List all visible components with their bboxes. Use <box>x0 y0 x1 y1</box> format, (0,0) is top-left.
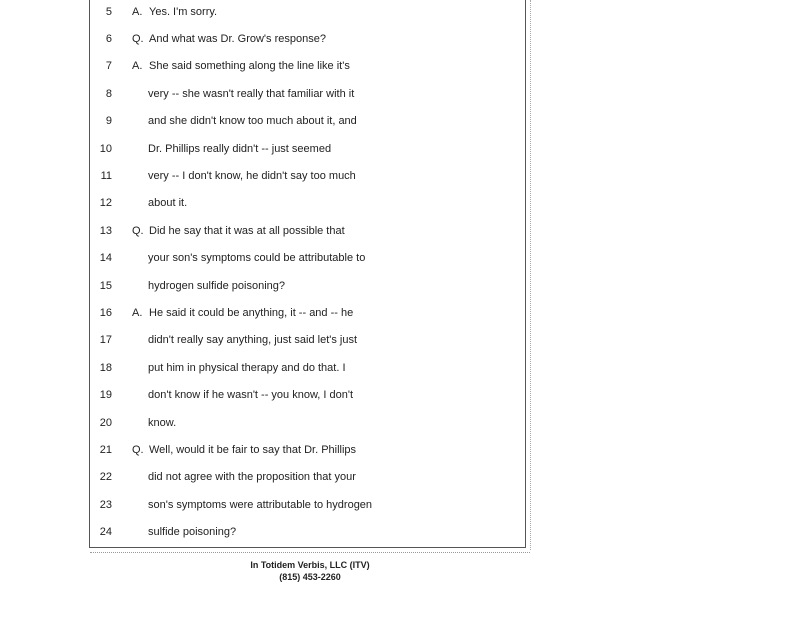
line-text: put him in physical therapy and do that. I <box>148 362 346 374</box>
line-text: know. <box>148 417 177 429</box>
line-number: 9 <box>105 115 112 127</box>
transcript-line <box>89 330 526 350</box>
footer-phone: (815) 453-2260 <box>279 572 341 582</box>
line-number: 6 <box>105 33 112 45</box>
line-number: 15 <box>99 280 112 292</box>
line-number: 20 <box>99 417 112 429</box>
line-text: did not agree with the proposition that your <box>148 471 356 483</box>
transcript-line <box>89 221 526 241</box>
line-text: He said it could be anything, it -- and -- he <box>149 307 354 319</box>
line-text: She said something along the line like it's <box>149 60 350 72</box>
page-edge-right <box>528 0 531 550</box>
transcript-line <box>89 440 526 460</box>
line-text: very -- I don't know, he didn't say too much <box>148 170 356 182</box>
line-text: didn't really say anything, just said let's just <box>148 334 358 346</box>
transcript-line <box>89 2 526 22</box>
transcript-line <box>89 467 526 487</box>
line-text: son's symptoms were attributable to hydrogen <box>148 499 373 511</box>
line-number: 21 <box>99 444 112 456</box>
line-number: 24 <box>99 526 112 538</box>
transcript-line <box>89 56 526 76</box>
footer-company: In Totidem Verbis, LLC (ITV) <box>250 560 370 570</box>
transcript-line <box>89 276 526 296</box>
line-number: 7 <box>105 60 112 72</box>
transcript-line <box>89 358 526 378</box>
line-number: 16 <box>99 307 112 319</box>
line-text: Did he say that it was at all possible that <box>149 225 345 237</box>
line-text: And what was Dr. Grow's response? <box>149 33 326 45</box>
line-text: don't know if he wasn't -- you know, I don't <box>148 389 354 401</box>
transcript-line <box>89 29 526 49</box>
transcript-line <box>89 193 526 213</box>
line-text: about it. <box>148 197 188 209</box>
transcript-line <box>89 413 526 433</box>
transcript-line <box>89 522 526 542</box>
line-number: 13 <box>99 225 112 237</box>
line-text: Well, would it be fair to say that Dr. Phillips <box>149 444 357 456</box>
line-text: hydrogen sulfide poisoning? <box>148 280 285 292</box>
line-number: 14 <box>99 252 112 264</box>
line-number: 11 <box>100 170 112 182</box>
line-text: your son's symptoms could be attributable to <box>148 252 366 264</box>
line-number: 19 <box>99 389 112 401</box>
line-number: 17 <box>99 334 112 346</box>
line-text: sulfide poisoning? <box>148 526 237 538</box>
line-number: 22 <box>99 471 112 483</box>
transcript-line <box>89 111 526 131</box>
line-number: 18 <box>99 362 112 374</box>
line-number: 5 <box>105 6 112 18</box>
line-text: and she didn't know too much about it, and <box>148 115 357 127</box>
transcript-line <box>89 303 526 323</box>
line-number: 12 <box>99 197 112 209</box>
transcript-line <box>89 139 526 159</box>
page-edge-bottom <box>90 549 530 553</box>
line-number: 10 <box>99 143 112 155</box>
transcript-line <box>89 166 526 186</box>
line-number: 8 <box>105 88 112 100</box>
transcript-page-frame <box>89 0 526 548</box>
line-number: 23 <box>99 499 112 511</box>
transcript-line <box>89 385 526 405</box>
speaker-label: Q. <box>132 33 144 45</box>
speaker-label: A. <box>132 307 143 319</box>
speaker-label: Q. <box>132 225 144 237</box>
transcript-line <box>89 84 526 104</box>
speaker-label: A. <box>132 6 143 18</box>
transcript-line <box>89 495 526 515</box>
transcript-line <box>89 248 526 268</box>
speaker-label: Q. <box>132 444 144 456</box>
line-text: Dr. Phillips really didn't -- just seemed <box>148 143 332 155</box>
speaker-label: A. <box>132 60 143 72</box>
line-text: very -- she wasn't really that familiar with it <box>148 88 355 100</box>
line-text: Yes. I'm sorry. <box>149 6 218 18</box>
